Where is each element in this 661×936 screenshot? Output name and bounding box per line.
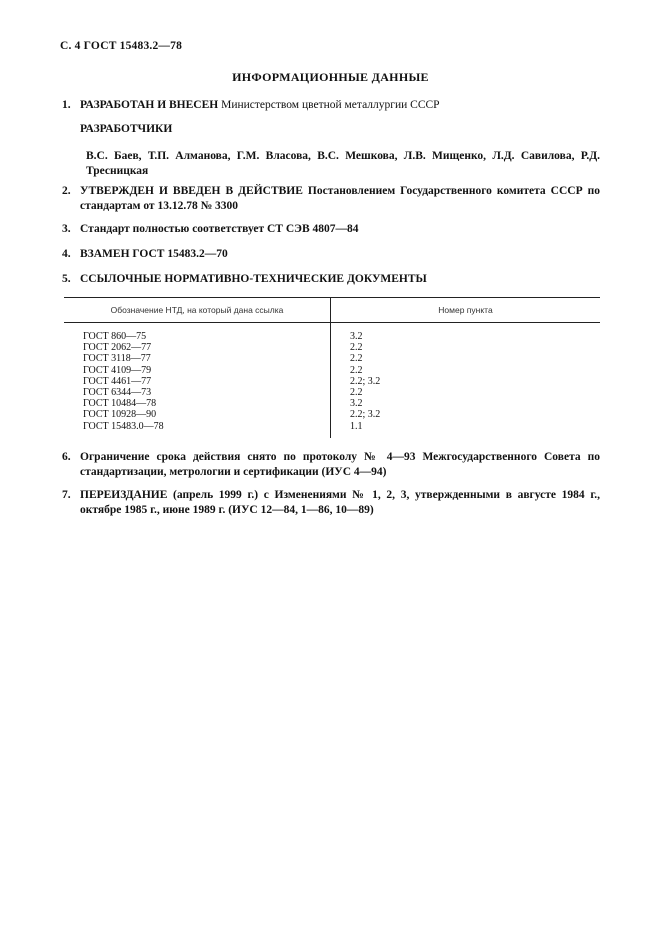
- item-text: (апрель 1999 г.) с Изменениями № 1, 2, 3, утвержденными в августе 1984 г., октябре 1985 г., июне 1989 г. (ИУС 12—84, 1—86, 10—89): [80, 489, 600, 516]
- item-text: Постановлением Государственного комитета СССР по стандартам от 13.12.78 № 3300: [80, 185, 600, 212]
- table-cell-designation: ГОСТ 4109—79: [83, 364, 152, 376]
- table-cell-designation: ГОСТ 15483.0—78: [83, 420, 164, 432]
- table-cell-clause: 2.2: [350, 353, 363, 365]
- info-item-4: [62, 247, 600, 262]
- info-item-1: [62, 98, 600, 113]
- item-number: 3.: [62, 223, 71, 235]
- table-cell-designation: ГОСТ 2062—77: [83, 342, 152, 354]
- table-cell-designation: ГОСТ 3118—77: [83, 353, 151, 365]
- item-text: Министерством цветной металлургии СССР: [218, 99, 440, 111]
- developers-heading: РАЗРАБОТЧИКИ: [80, 123, 173, 135]
- table-cell-designation: ГОСТ 4461—77: [83, 375, 152, 387]
- table-cell-clause: 2.2: [350, 342, 363, 354]
- item-text: Стандарт полностью соответствует СТ СЭВ 4807—84: [80, 223, 359, 235]
- table-body: [64, 323, 600, 438]
- table-cell-designation: ГОСТ 6344—73: [83, 386, 152, 398]
- item-bold-text: ВЗАМЕН ГОСТ 15483.2—70: [80, 248, 228, 260]
- table-cell-clause: 3.2: [350, 331, 363, 342]
- table-header-clause: Номер пункта: [438, 305, 493, 315]
- table-cell-designation: ГОСТ 10928—90: [83, 409, 157, 421]
- info-item-2: [62, 184, 600, 214]
- item-number: 1.: [62, 99, 71, 111]
- developers-names: В.С. Баев, Т.П. Алманова, Г.М. Власова, В.С. Мешкова, Л.В. Мищенко, Л.Д. Савилова, Р.Д. Тресницкая: [86, 150, 600, 177]
- table-column-designation: [64, 323, 331, 438]
- table-cell-clause: 1.1: [350, 420, 363, 432]
- references-table: [64, 297, 600, 438]
- table-cell-clause: 2.2: [350, 386, 363, 398]
- info-item-7: [62, 488, 600, 518]
- table-cell-clause: 2.2; 3.2: [350, 409, 381, 421]
- item-number: 5.: [62, 273, 71, 285]
- table-column-clause: [331, 323, 600, 438]
- table-cell-clause: 3.2: [350, 398, 363, 410]
- item-number: 6.: [62, 451, 71, 463]
- item-bold-text: ПЕРЕИЗДАНИЕ: [80, 489, 168, 501]
- info-item-6: [62, 450, 600, 480]
- page-title: ИНФОРМАЦИОННЫЕ ДАННЫЕ: [232, 70, 429, 84]
- item-bold-text: ССЫЛОЧНЫЕ НОРМАТИВНО-ТЕХНИЧЕСКИЕ ДОКУМЕНТЫ: [80, 273, 427, 285]
- page-header: С. 4 ГОСТ 15483.2—78: [60, 40, 183, 52]
- table-cell-clause: 2.2; 3.2: [350, 375, 381, 387]
- table-cell-clause: 2.2: [350, 364, 363, 376]
- info-item-3: [62, 222, 600, 237]
- item-bold-text: УТВЕРЖДЕН И ВВЕДЕН В ДЕЙСТВИЕ: [80, 185, 303, 197]
- table-cell-designation: ГОСТ 10484—78: [83, 398, 157, 410]
- item-number: 4.: [62, 248, 71, 260]
- item-text: Ограничение срока действия снято по протоколу № 4—93 Межгосударственного Совета по стандартизации, метрологии и сертификации (ИУС 4—94): [80, 451, 600, 478]
- table-header: [64, 298, 600, 323]
- table-cell-designation: ГОСТ 860—75: [83, 331, 147, 342]
- item-bold-text: РАЗРАБОТАН И ВНЕСЕН: [80, 99, 219, 111]
- table-header-designation: Обозначение НТД, на который дана ссылка: [64, 298, 331, 322]
- item-number: 7.: [62, 489, 71, 501]
- item-number: 2.: [62, 185, 71, 197]
- info-item-5: [62, 272, 600, 287]
